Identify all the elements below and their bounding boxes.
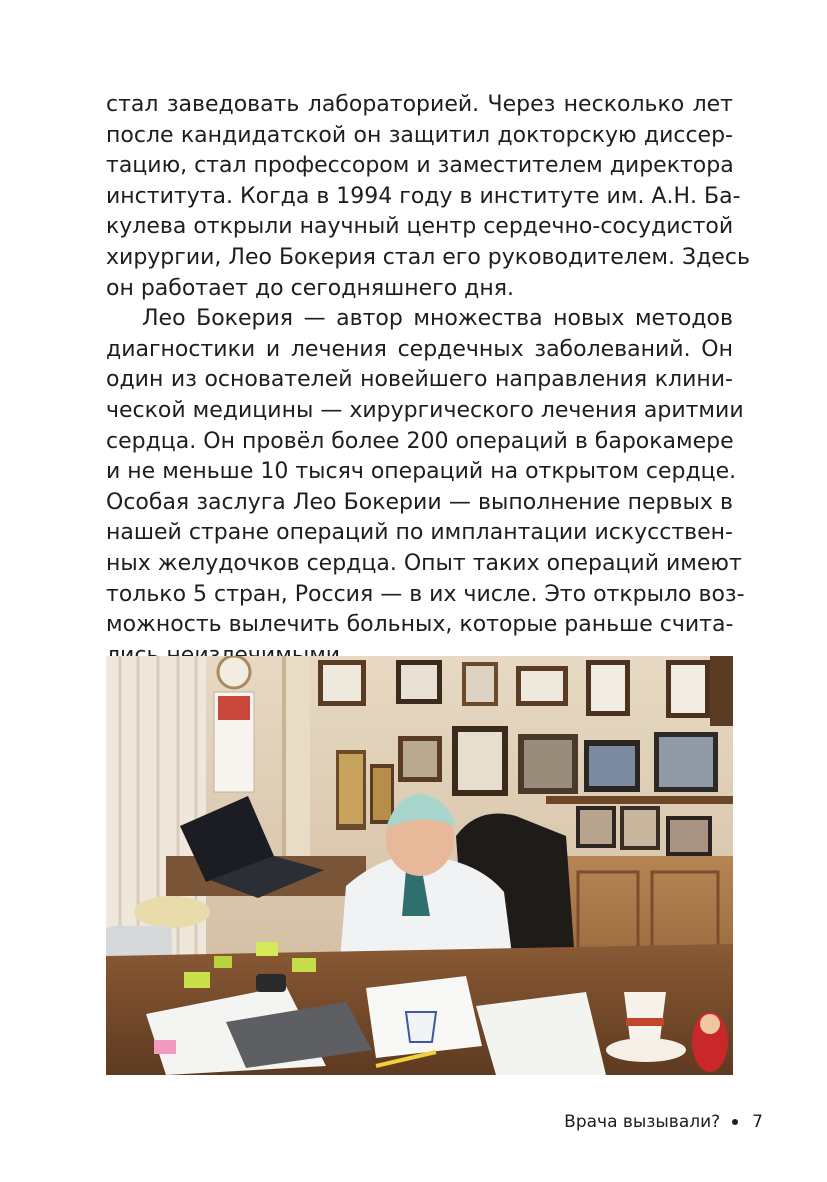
text-line: ческой медицины — хирургического лечения аритмии <box>106 397 744 423</box>
text-line: диагностики и лечения сердечных заболеваний. Он <box>106 336 733 362</box>
office-photo <box>106 656 733 1075</box>
running-title: Врача вызывали? <box>564 1112 721 1132</box>
text-line: кулева открыли научный центр сердечно-сосудистой <box>106 214 734 240</box>
page-number: 7 <box>752 1112 763 1132</box>
text-line: нашей стране операций по имплантации искусствен- <box>106 520 733 546</box>
text-line: он работает до сегодняшнего дня. <box>106 275 514 301</box>
text-line: тацию, стал профессором и заместителем директора <box>106 153 734 179</box>
page-footer <box>564 1112 763 1132</box>
text-line: только 5 стран, Россия — в их числе. Это открыло воз- <box>106 581 745 607</box>
text-line: Лео Бокерия — автор множества новых методов <box>142 306 733 332</box>
text-line: после кандидатской он защитил докторскую диссер- <box>106 122 733 148</box>
body-text <box>106 90 750 671</box>
text-line: и не меньше 10 тысяч операций на открытом сердце. <box>106 459 737 485</box>
text-line: института. Когда в 1994 году в институте им. А.Н. Ба- <box>106 183 741 209</box>
text-line: можность вылечить больных, которые раньше счита- <box>106 612 734 638</box>
text-line: Особая заслуга Лео Бокерии — выполнение первых в <box>106 489 733 515</box>
text-line: стал заведовать лабораторией. Через несколько лет <box>106 92 733 117</box>
bullet-icon <box>732 1119 738 1125</box>
text-line: хирургии, Лео Бокерия стал его руководителем. Здесь <box>106 244 750 270</box>
text-line: ных желудочков сердца. Опыт таких операций имеют <box>106 550 742 576</box>
text-line: сердца. Он провёл более 200 операций в барокамере <box>106 428 734 454</box>
text-line: один из основателей новейшего направления клини- <box>106 367 733 393</box>
